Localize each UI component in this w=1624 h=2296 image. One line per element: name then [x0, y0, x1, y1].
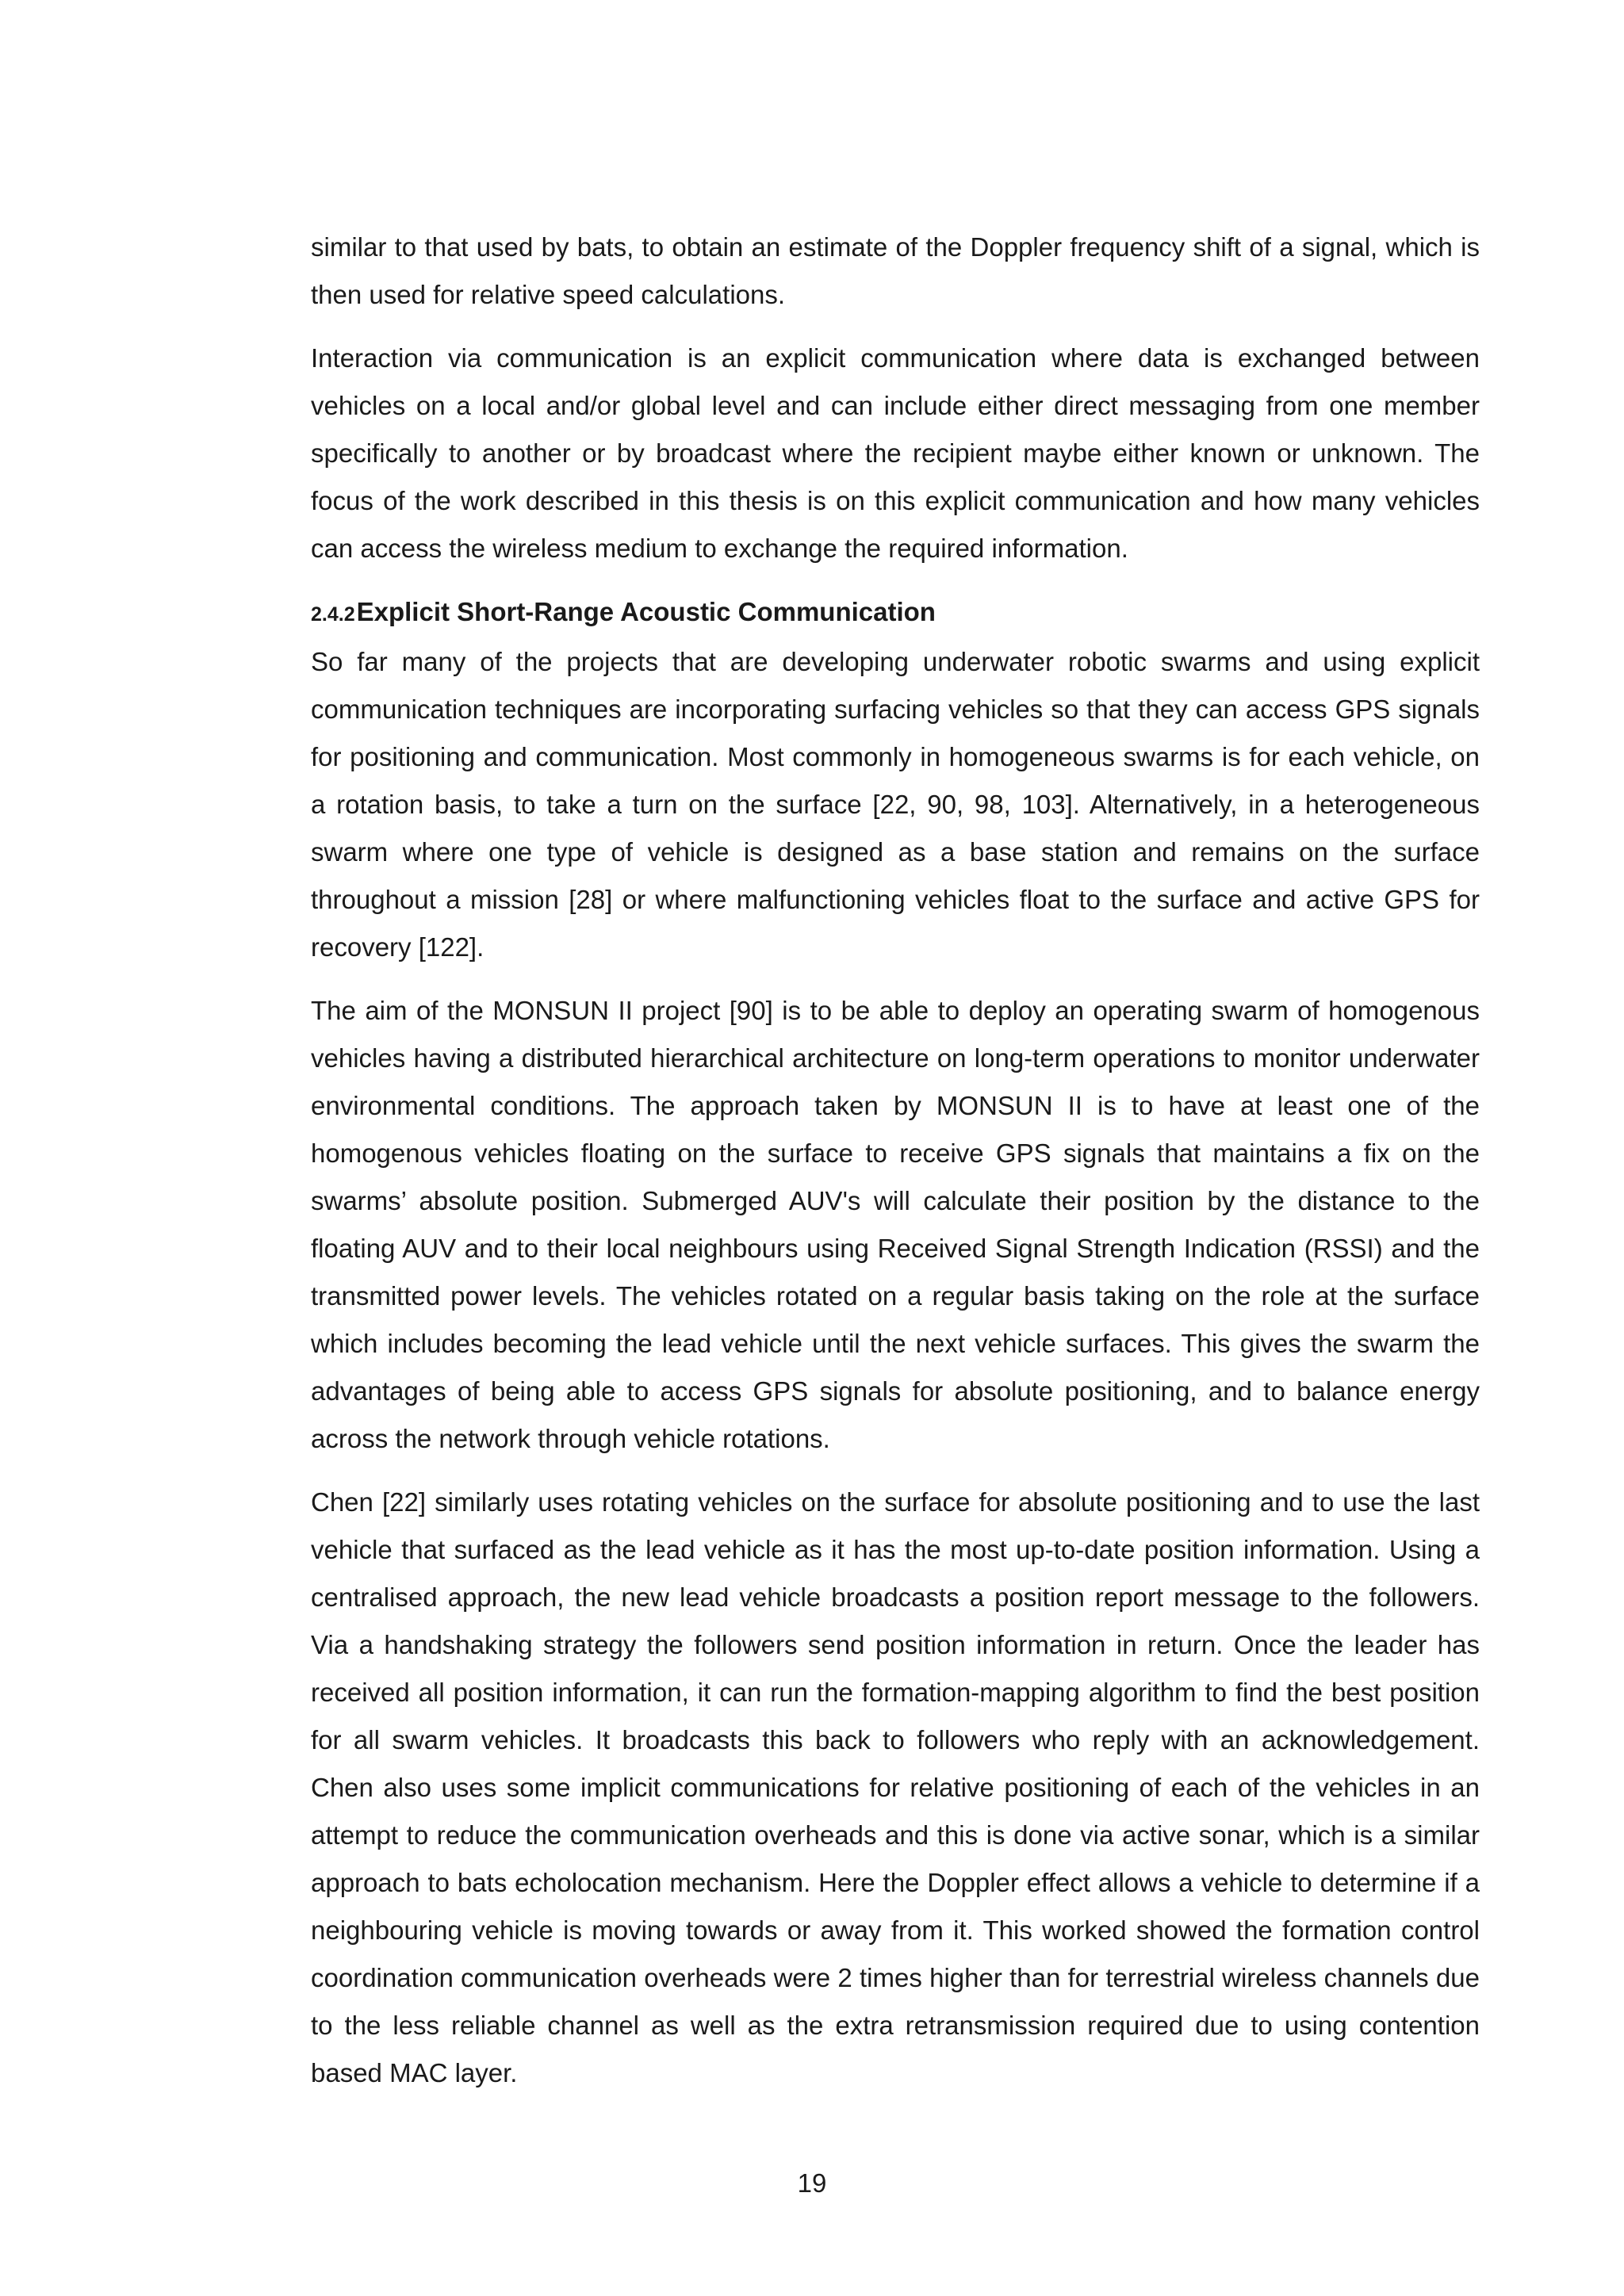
body-paragraph: Chen [22] similarly uses rotating vehicles on the surface for absolute positioning and to use the last vehicle that surfaced as the lead vehicle as it has the most up-to-date position information. Using a centralised approach, the new lead vehicle broadcasts a position report message to the followers. Via a handshaking strategy the followers send position information in return. Once the leader has received all position information, it can run the formation-mapping algorithm to find the best position for all swarm vehicles. It broadcasts this back to followers who reply with an acknowledgement. Chen also uses some implicit communications for relative positioning of each of the vehicles in an attempt to reduce the communication overheads and this is done via active sonar, which is a similar approach to bats echolocation mechanism. Here the Doppler effect allows a vehicle to determine if a neighbouring vehicle is moving towards or away from it. This worked showed the formation control coordination communication overheads were 2 times higher than for terrestrial wireless channels due to the less reliable channel as well as the extra retransmission required due to using contention based MAC layer. [311, 1487, 1480, 2087]
body-paragraph: So far many of the projects that are developing underwater robotic swarms and using explicit communication techniques are incorporating surfacing vehicles so that they can access GPS signals for positioning and communication. Most commonly in homogeneous swarms is for each vehicle, on a rotation basis, to take a turn on the surface [22, 90, 98, 103]. Alternatively, in a heterogeneous swarm where one type of vehicle is designed as a base station and remains on the surface throughout a mission [28] or where malfunctioning vehicles float to the surface and active GPS for recovery [122]. [311, 647, 1480, 962]
section-heading [311, 588, 1480, 638]
body-paragraph: Interaction via communication is an explicit communication where data is exchanged between vehicles on a local and/or global level and can include either direct messaging from one member specifically to another or by broadcast where the recipient maybe either known or unknown. The focus of the work described in this thesis is on this explicit communication and how many vehicles can access the wireless medium to exchange the required information. [311, 343, 1480, 563]
page-body [311, 224, 1480, 2113]
body-paragraph: similar to that used by bats, to obtain an estimate of the Doppler frequency shift of a signal, which is then used for relative speed calculations. [311, 232, 1480, 309]
section-number: 2.4.2 [311, 603, 355, 626]
page-number: 19 [797, 2168, 827, 2198]
section-title: Explicit Short-Range Acoustic Communication [356, 597, 936, 626]
body-paragraph: The aim of the MONSUN II project [90] is to be able to deploy an operating swarm of homogenous vehicles having a distributed hierarchical architecture on long-term operations to monitor underwater environmental conditions. The approach taken by MONSUN II is to have at least one of the homogenous vehicles floating on the surface to receive GPS signals that maintains a fix on the swarms’ absolute position. Submerged AUV's will calculate their position by the distance to the floating AUV and to their local neighbours using Received Signal Strength Indication (RSSI) and the transmitted power levels. The vehicles rotated on a regular basis taking on the role at the surface which includes becoming the lead vehicle until the next vehicle surfaces. This gives the swarm the advantages of being able to access GPS signals for absolute positioning, and to balance energy across the network through vehicle rotations. [311, 996, 1480, 1453]
